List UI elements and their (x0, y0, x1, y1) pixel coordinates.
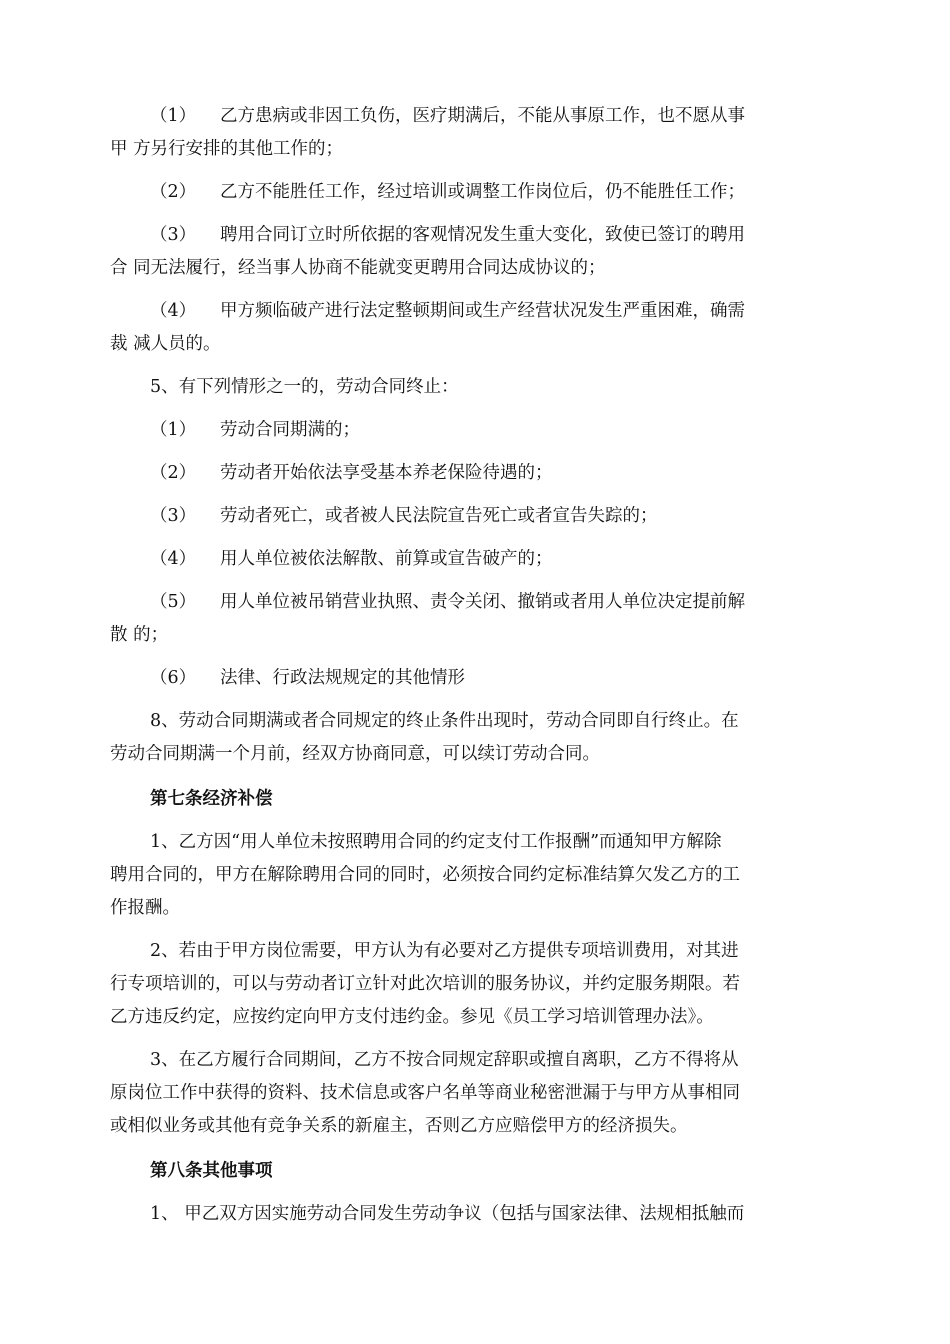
article-8-heading: 第八条其他事项 (150, 1161, 273, 1181)
list-item (110, 100, 842, 166)
item-text-continued: 合 同无法履行，经当事人协商不能就变更聘用合同达成协议的； (110, 258, 606, 278)
item-text: 甲方频临破产进行法定整顿期间或生产经营状况发生严重困难，确需 (220, 301, 745, 321)
item-text: 用人单位被吊销营业执照、责令关闭、撤销或者用人单位决定提前解 (220, 592, 745, 612)
contract-end-items-list (110, 414, 842, 695)
list-item (110, 500, 842, 533)
item-text: 劳动者死亡，或者被人民法院宣告死亡或者宣告失踪的； (220, 506, 658, 526)
article-7-paragraph-1 (110, 826, 842, 925)
paragraph-line: 劳动合同期满一个月前，经双方协商同意，可以续订劳动合同。 (110, 744, 600, 764)
paragraph-line: 1、 甲乙双方因实施劳动合同发生劳动争议（包括与国家法律、法规相抵触而 (150, 1204, 745, 1224)
list-item (110, 457, 842, 490)
item-text: 乙方患病或非因工负伤，医疗期满后，不能从事原工作，也不愿从事 (220, 106, 745, 126)
item-text: 法律、行政法规规定的其他情形 (220, 668, 465, 688)
paragraph-line: 1、乙方因“用人单位未按照聘用合同的约定支付工作报酬”而通知甲方解除 (150, 832, 722, 852)
list-item (110, 543, 842, 576)
item-text-continued: 裁 减人员的。 (110, 334, 221, 354)
document-page (110, 100, 842, 1231)
list-item (110, 219, 842, 285)
termination-items-list (110, 100, 842, 361)
list-item (110, 295, 842, 361)
item-number: （3） (150, 506, 197, 526)
item-text: 劳动合同期满的； (220, 420, 360, 440)
item-number: （4） (150, 549, 197, 569)
item-number: （2） (150, 463, 197, 483)
item-number: （5） (150, 592, 197, 612)
article-7-paragraph-3 (110, 1044, 842, 1143)
item-number: （6） (150, 668, 197, 688)
paragraph-line: 8、劳动合同期满或者合同规定的终止条件出现时，劳动合同即自行终止。在 (150, 711, 739, 731)
paragraph-line: 乙方违反约定，应按约定向甲方支付违约金。参见《员工学习培训管理办法》。 (110, 1007, 714, 1027)
paragraph-line: 作报酬。 (110, 898, 180, 918)
clause-5-paragraph: 5、有下列情形之一的，劳动合同终止： (150, 377, 459, 397)
paragraph-line: 原岗位工作中获得的资料、技术信息或客户名单等商业秘密泄漏于与甲方从事相同 (110, 1083, 740, 1103)
list-item (110, 414, 842, 447)
item-number: （2） (150, 182, 197, 202)
list-item (110, 586, 842, 652)
paragraph-line: 3、在乙方履行合同期间，乙方不按合同规定辞职或擅自离职，乙方不得将从 (150, 1050, 739, 1070)
paragraph-line: 或相似业务或其他有竞争关系的新雇主，否则乙方应赔偿甲方的经济损失。 (110, 1116, 688, 1136)
item-number: （4） (150, 301, 197, 321)
item-number: （1） (150, 420, 197, 440)
item-text-continued: 散 的； (110, 625, 169, 645)
paragraph-line: 2、若由于甲方岗位需要，甲方认为有必要对乙方提供专项培训费用，对其进 (150, 941, 739, 961)
article-7-heading: 第七条经济补偿 (150, 789, 273, 809)
list-item (110, 662, 842, 695)
item-text: 聘用合同订立时所依据的客观情况发生重大变化，致使已签订的聘用 (220, 225, 745, 245)
item-number: （1） (150, 106, 197, 126)
item-text: 乙方不能胜任工作，经过培训或调整工作岗位后，仍不能胜任工作； (220, 182, 745, 202)
list-item (110, 176, 842, 209)
clause-8-paragraph (110, 705, 842, 771)
article-8-paragraph-1 (110, 1198, 842, 1231)
item-text: 用人单位被依法解散、前算或宣告破产的； (220, 549, 553, 569)
item-text-continued: 甲 方另行安排的其他工作的； (110, 139, 344, 159)
item-text: 劳动者开始依法享受基本养老保险待遇的； (220, 463, 553, 483)
paragraph-line: 聘用合同的，甲方在解除聘用合同的同时，必须按合同约定标准结算欠发乙方的工 (110, 865, 740, 885)
article-7-paragraph-2 (110, 935, 842, 1034)
paragraph-line: 行专项培训的，可以与劳动者订立针对此次培训的服务协议，并约定服务期限。若 (110, 974, 740, 994)
item-number: （3） (150, 225, 197, 245)
